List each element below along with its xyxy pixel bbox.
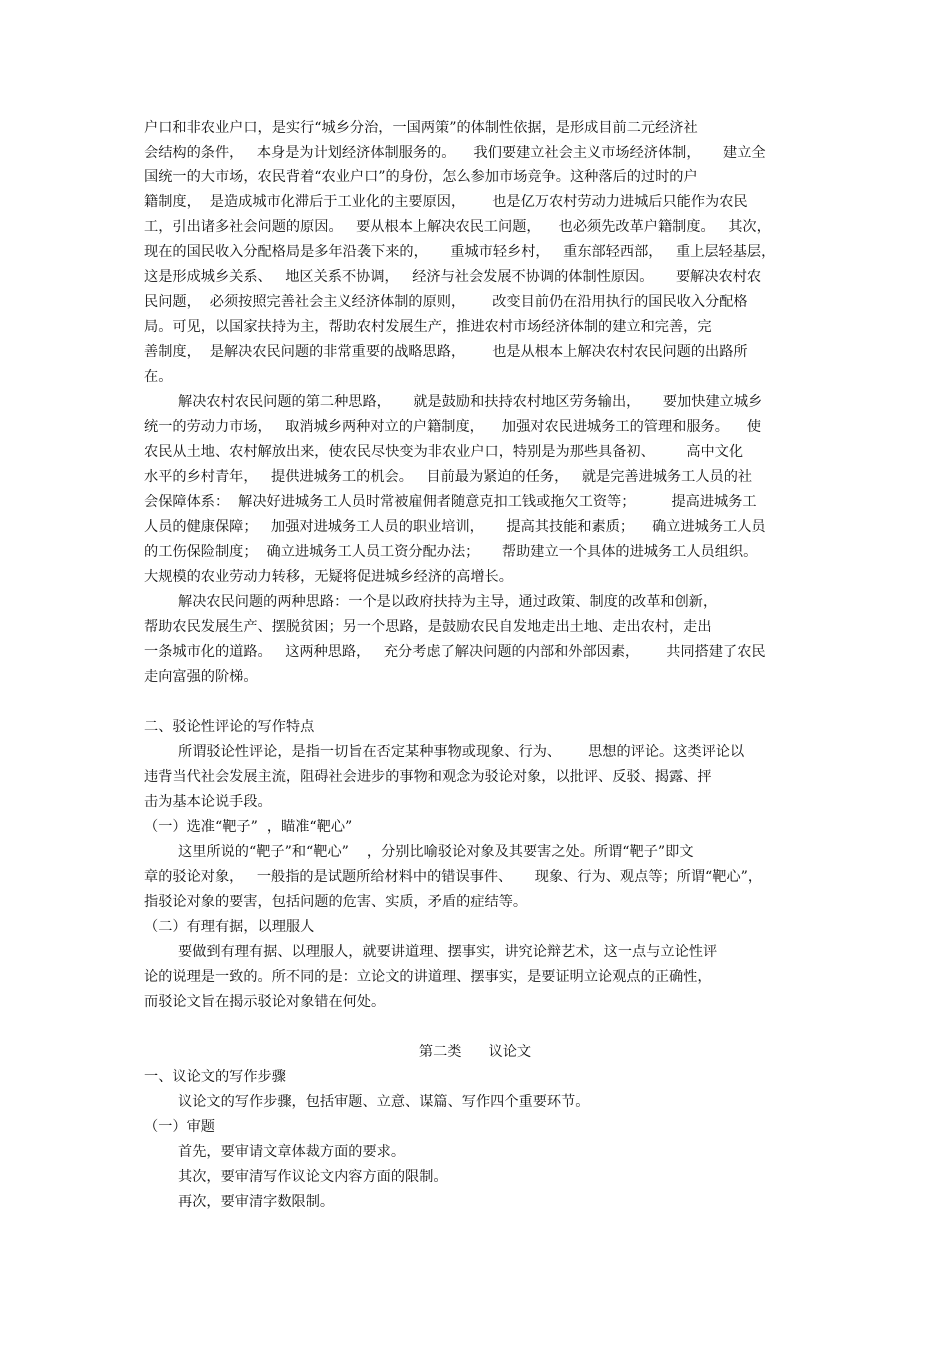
text-line: 民问题， 必须按照完善社会主义经济体制的原则， 改变目前仍在沿用执行的国民收入分配格 [144,294,748,310]
text-line: 的工伤保险制度； 确立进城务工人员工资分配办法； 帮助建立一个具体的进城务工人员组织。 [144,544,758,560]
text-line: 帮助农民发展生产、摆脱贫困；另一个思路，是鼓励农民自发地走出土地、走出农村，走出 [144,619,712,635]
subsection-heading: （二）有理有据，以理服人 [144,919,315,935]
text-line: 农民从土地、农村解放出来，使农民尽快变为非农业户口，特别是为那些具备初、 高中文化 [144,444,744,460]
text-line: 这是形成城乡关系、 地区关系不协调， 经济与社会发展不协调的体制性原因。 要解决农村农 [144,269,762,285]
text-line: 再次，要审清字数限制。 [178,1194,335,1210]
text-line: 水平的乡村青年， 提供进城务工的机会。 目前最为紧迫的任务， 就是完善进城务工人员的社 [144,469,753,485]
paragraph-start: 这里所说的“靶子”和“靶心” ，分别比喻驳论对象及其要害之处。所谓“靶子”即文 [178,844,694,860]
text-line: 大规模的农业劳动力转移，无疑将促进城乡经济的高增长。 [144,569,513,585]
text-line: 户口和非农业户口，是实行“城乡分治，一国两策”的体制性依据，是形成目前二元经济社 [144,120,698,136]
paragraph-start: 所谓驳论性评论，是指一切旨在否定某种事物或现象、行为、 思想的评论。这类评论以 [178,744,745,760]
text-line: 论的说理是一致的。所不同的是：立论文的讲道理、摆事实，是要证明立论观点的正确性， [144,969,712,985]
paragraph-start: 议论文的写作步骤，包括审题、立意、谋篇、写作四个重要环节。 [178,1094,590,1110]
text-line: 走向富强的阶梯。 [144,669,258,685]
text-line: 在。 [144,369,173,385]
section-heading: 二、驳论性评论的写作特点 [144,719,315,735]
text-line: 首先，要审请文章体裁方面的要求。 [178,1144,406,1160]
subsection-heading: （一）审题 [144,1119,215,1135]
paragraph-start: 要做到有理有据、以理服人，就要讲道理、摆事实，讲究论辩艺术，这一点与立论性评 [178,944,718,960]
text-line: 一条城市化的道路。 这两种思路， 充分考虑了解决问题的内部和外部因素， 共同搭建了农民 [144,644,766,660]
section-heading: 一、议论文的写作步骤 [144,1069,286,1085]
text-line: 国统一的大市场，农民背着“农业户口”的身份，怎么参加市场竞争。这种落后的过时的户 [144,169,698,185]
text-line: 会结构的条件， 本身是为计划经济体制服务的。 我们要建立社会主义市场经济体制， 建立全 [144,145,766,161]
paragraph-start: 解决农村农民问题的第二种思路， 就是鼓励和扶持农村地区劳务输出， 要加快建立城乡 [178,394,763,410]
text-line: 违背当代社会发展主流，阻碍社会进步的事物和观念为驳论对象，以批评、反驳、揭露、抨 [144,769,712,785]
text-line: 会保障体系： 解决好进城务工人员时常被雇佣者随意克扣工钱或拖欠工资等； 提高进城务工 [144,494,757,510]
chapter-title: 第二类 议论文 [418,1044,532,1060]
text-line: 章的驳论对象， 一般指的是试题所给材料中的错误事件、 现象、行为、观点等；所谓“靶心”， [144,869,763,885]
text-line: 人员的健康保障； 加强对进城务工人员的职业培训， 提高其技能和素质； 确立进城务工人员 [144,519,766,535]
text-line: 现在的国民收入分配格局是多年沿袭下来的， 重城市轻乡村， 重东部轻西部， 重上层轻基层， [144,244,776,260]
text-line: 击为基本论说手段。 [144,794,272,810]
subsection-heading: （一）选准“靶子” ，瞄准“靶心” [144,819,353,835]
text-line: 而驳论文旨在揭示驳论对象错在何处。 [144,994,386,1010]
text-line: 其次，要审清写作议论文内容方面的限制。 [178,1169,448,1185]
text-line: 统一的劳动力市场， 取消城乡两种对立的户籍制度， 加强对农民进城务工的管理和服务。 使 [144,419,762,435]
paragraph-start: 解决农民问题的两种思路：一个是以政府扶持为主导，通过政策、制度的改革和创新， [178,594,718,610]
text-line: 籍制度， 是造成城市化滞后于工业化的主要原因， 也是亿万农村劳动力进城后只能作为农民 [144,194,748,210]
text-line: 工，引出诸多社会问题的原因。 要从根本上解决农民工问题， 也必须先改革户籍制度。 其次， [144,219,771,235]
text-line: 善制度， 是解决农民问题的非常重要的战略思路， 也是从根本上解决农村农民问题的出路所 [144,344,748,360]
text-line: 指驳论对象的要害，包括问题的危害、实质，矛盾的症结等。 [144,894,528,910]
text-line: 局。可见，以国家扶持为主，帮助农村发展生产，推进农村市场经济体制的建立和完善，完 [144,319,712,335]
